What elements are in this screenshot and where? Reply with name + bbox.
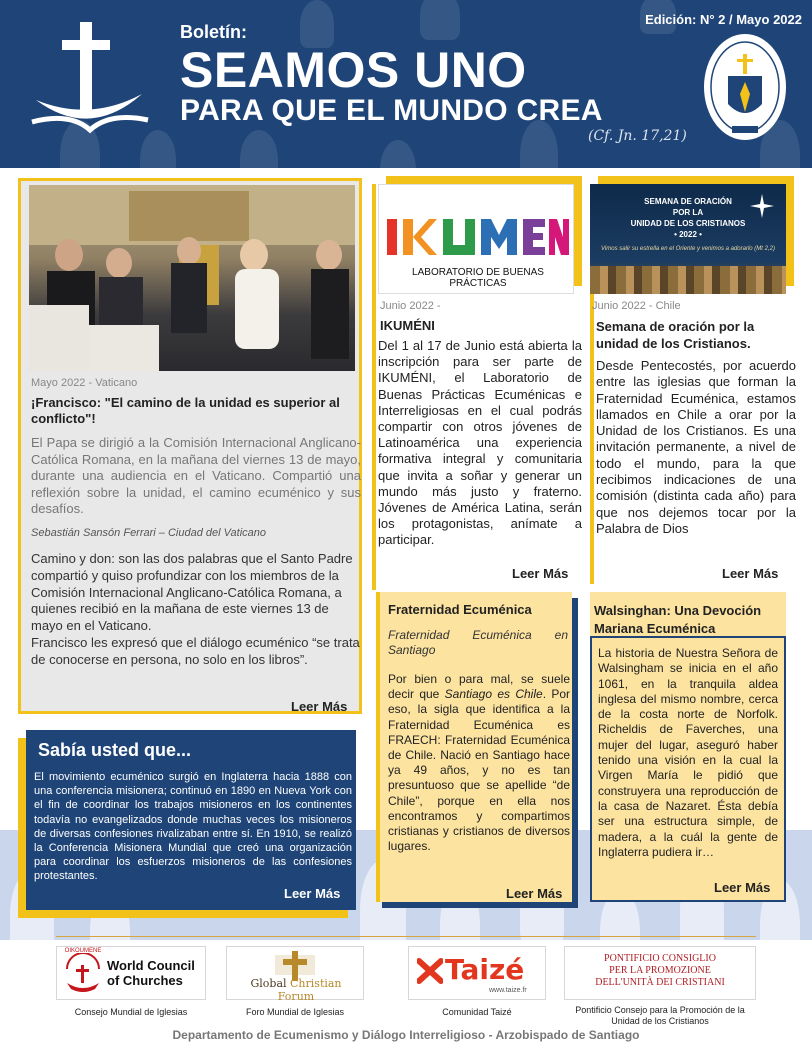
- did-you-know-body: El movimiento ecuménico surgió en Inglaterra hacia 1888 con una conferencia misionera; continuó en 1890 en Nueva York con el fin de coordinar los trabajos misioneros en los continentes todavía no evangelizados donde muchas veces los misioneros de diversas confesiones rivalizaban entre sí. En 1910, se realizó la Conferencia Misionera Mundial que creó una organización para coordinar los esfuerzos misioneros de las confesiones protestantes.: [34, 771, 352, 883]
- oikoumene-arc: OIKOUMENE: [64, 948, 102, 954]
- article-byline: Sebastián Sansón Ferrari – Ciudad del Vaticano: [31, 527, 267, 539]
- article-body: Del 1 al 17 de Junio está abierta la inscripción para ser parte de IKUMÉNI, el Laboratorio de Buenas Prácticas Ecuménicas e Interreligiosas en el cual podrás compartir con otros jóvenes de Latinoamérica una experiencia formativa integral y comunitaria que invita a soñar y generar un mundo más justo y fraterno. Jóvenes de América Latina, serán los protagonistas, anímate a participar.: [378, 338, 582, 548]
- partner-logo-text: Taizé: [445, 953, 525, 986]
- partner-pontifical-council[interactable]: [564, 946, 756, 1026]
- article-meta: Junio 2022 - Chile: [592, 300, 681, 312]
- box-subtitle: Fraternidad Ecuménica en Santiago: [388, 628, 568, 657]
- read-more-link[interactable]: Leer Más: [506, 886, 563, 901]
- partner-caption: Consejo Mundial de Iglesias: [74, 1007, 188, 1017]
- article-meta: Mayo 2022 - Vaticano: [31, 377, 138, 389]
- article-title: ¡Francisco: "El camino de la unidad es superior al conflicto"!: [31, 395, 340, 426]
- banner-heading: SEMANA DE ORACIÓN POR LA UNIDAD DE LOS CRISTIANOS • 2022 •: [630, 197, 746, 239]
- article-ikumeni: [376, 178, 584, 590]
- bulletin-subtitle: PARA QUE EL MUNDO CREA: [180, 94, 603, 127]
- box-body: La historia de Nuestra Señora de Walsingham se inicia en el año 1061, en la tranquila aldea inglesa del mismo nombre, cerca de la costa norte de Norfolk. Richeldis de Faverches, una mujer del lugar, aseguró haber tenido una visión en la cual la Virgen María le pidió que construyera una reproducción de la casa de Nazaret. Ésta debía ser una estructura simple, de madera, a la cuál la gente de Inglaterra pudiera ir…: [598, 646, 778, 859]
- article-meta: Junio 2022 -: [380, 300, 441, 312]
- box-title: Fraternidad Ecuménica: [388, 602, 532, 617]
- partner-caption: Pontificio Consejo para la Promoción de la Unidad de los Cristianos: [575, 1005, 745, 1026]
- oikoumene-ship-icon: [63, 953, 103, 995]
- partner-wcc[interactable]: [56, 946, 206, 1017]
- partner-global-christian-forum[interactable]: [226, 946, 364, 1017]
- footer-department: Departamento de Ecumenismo y Diálogo Interreligioso - Arzobispado de Santiago: [172, 1028, 640, 1042]
- ikumeni-letters-icon: [385, 215, 571, 259]
- archdiocese-seal-icon: [702, 32, 788, 142]
- bulletin-kicker: Boletín:: [180, 22, 247, 42]
- did-you-know-title: Sabía usted que...: [38, 740, 192, 760]
- bible-citation: (Cf. Jn. 17,21): [588, 128, 687, 144]
- article-body: Desde Pentecostés, por acuerdo entre las iglesias que forman la Fraternidad Ecuménica, estamos llamados en Chile a orar por la Unidad de los Cristianos. Es una invitación permanente, a nivel de todo el mundo, para la que recibimos indicaciones de una comisión (distinta cada año) para que nos dejemos tocar por la Palabra de Dios: [596, 358, 796, 536]
- banner-verse: Vimos salir su estrella en el Oriente y venimos a adorarlo (Mt 2,2): [601, 246, 775, 252]
- footer-divider: [56, 936, 756, 937]
- article-pope-francis: [18, 178, 362, 714]
- masthead: [0, 0, 812, 168]
- box-body: Por bien o para mal, se suele decir que Santiago es Chile. Por eso, la sigla que identifica a la Fraternidad Ecuménica es FRAECH: Fraternidad Ecuménica de Chile. Nació en Santiago hace ya 49 años, y no es tan presuntuoso que se apellide “de Chile”, porque en ella nos encontramos y compartimos cristianas y cristianos de diversos lugares.: [388, 672, 571, 854]
- article-semana-oracion: [588, 178, 802, 584]
- read-more-link[interactable]: Leer Más: [722, 566, 779, 581]
- edition-label: Edición: N° 2 / Mayo 2022: [645, 12, 802, 27]
- ikumeni-logo: [378, 184, 574, 294]
- partner-logo-text: World Council of Churches: [107, 958, 195, 988]
- article-title: Semana de oración por la unidad de los Cristianos.: [596, 319, 755, 351]
- ikumeni-logo-subtitle: LABORATORIO DE BUENAS PRÁCTICAS: [412, 267, 544, 289]
- article-title: IKUMÉNI: [380, 318, 435, 333]
- partner-logo-text: PONTIFICIO CONSIGLIO PER LA PROMOZIONE DELL'UNITÀ DEI CRISTIANI: [595, 953, 725, 988]
- fraternidad-box: [376, 592, 572, 902]
- partner-caption: Foro Mundial de Iglesias: [245, 1007, 345, 1017]
- read-more-link[interactable]: Leer Más: [512, 566, 569, 581]
- partner-caption: Comunidad Taizé: [442, 1007, 512, 1017]
- cross-boat-logo-icon: [30, 22, 150, 142]
- box-title: Walsinghan: Una Devoción Mariana Ecuménica: [594, 603, 762, 636]
- read-more-link[interactable]: Leer Más: [291, 699, 348, 714]
- banner-image-strip: [590, 266, 786, 294]
- partner-url: www.taize.fr: [489, 987, 527, 994]
- taize-dove-icon: [417, 957, 443, 985]
- semana-banner: [590, 184, 786, 294]
- article-lead: El Papa se dirigió a la Comisión Internacional Anglicano-Católica Romana, en la mañana del viernes 13 de mayo, durante una audiencia en el Vaticano. Compartió una reflexión sobre la unidad, el camino ecuménico y sus desafíos.: [31, 435, 361, 516]
- read-more-link[interactable]: Leer Más: [714, 880, 771, 895]
- read-more-link[interactable]: Leer Más: [284, 886, 341, 901]
- did-you-know-box: [26, 730, 356, 910]
- bulletin-title: SEAMOS UNO: [180, 42, 527, 98]
- article-body: [31, 551, 361, 669]
- partner-logo-text: Global Christian Forum: [250, 977, 342, 1003]
- partner-taize[interactable]: [408, 946, 546, 1017]
- article-paragraph-2: Francisco les expresó que el diálogo ecuménico “se trata de conocerse en persona, no solo en los libros”.: [31, 634, 360, 667]
- audience-photo: [29, 185, 355, 371]
- star-icon: [750, 194, 774, 218]
- article-paragraph-1: Camino y don: son las dos palabras que el Santo Padre compartió y quiso profundizar con los miembros de la Comisión Internacional Anglicano-Católica Romana, a quienes recibió en la mañana de este viernes 13 de mayo en el Vaticano.: [31, 551, 353, 634]
- walsingham-box: [590, 592, 786, 902]
